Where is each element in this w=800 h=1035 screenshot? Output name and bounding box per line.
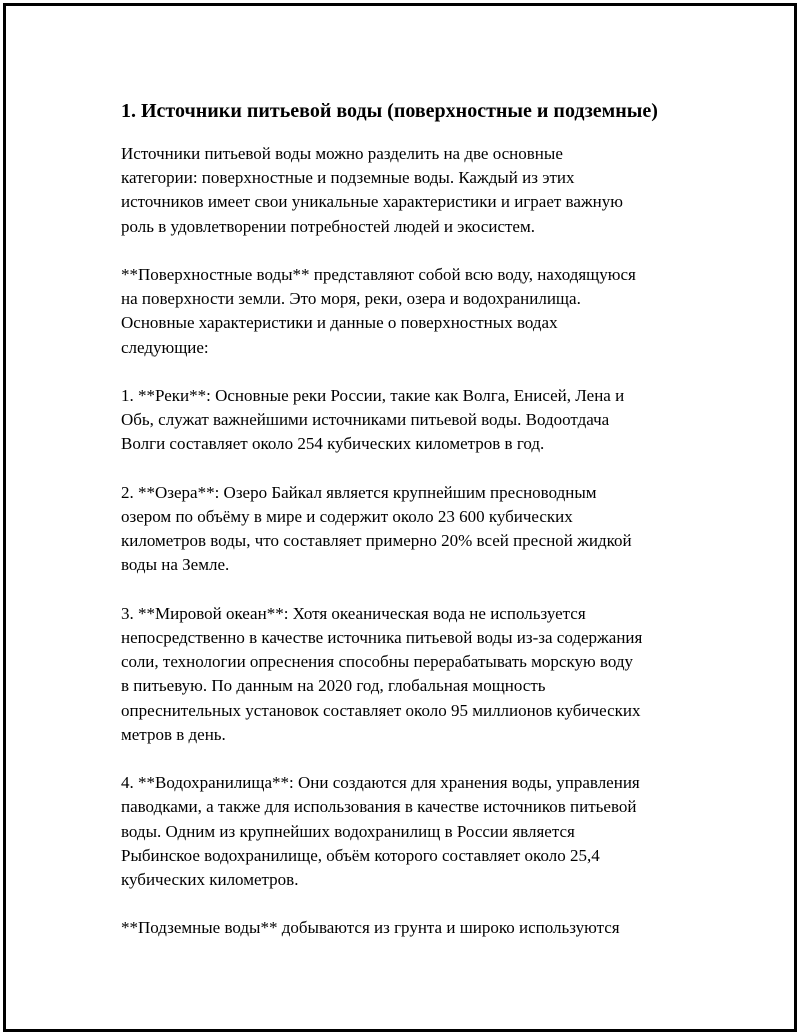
text-line: 2. **Озера**: Озеро Байкал является крупнейшим пресноводным bbox=[121, 482, 597, 502]
text-line: опреснительных установок составляет около 95 миллионов кубических bbox=[121, 700, 641, 720]
paragraph-groundwater bbox=[121, 916, 696, 940]
paragraph-reservoirs bbox=[121, 771, 696, 892]
text-line: источников имеет свои уникальные характеристики и играет важную bbox=[121, 192, 623, 212]
text-line: 3. **Мировой океан**: Хотя океаническая вода не используется bbox=[121, 603, 586, 623]
text-line: озером по объёму в мире и содержит около 23 600 кубических bbox=[121, 507, 573, 526]
text-line: Основные характеристики и данные о поверхностных водах bbox=[121, 313, 558, 333]
paragraph-intro bbox=[121, 142, 696, 239]
paragraph-lakes bbox=[121, 481, 696, 578]
text-line: непосредственно в качестве источника питьевой воды из-за содержания bbox=[121, 628, 643, 647]
text-line: километров воды, что составляет примерно 20% всей пресной жидкой bbox=[121, 531, 632, 551]
page-frame bbox=[3, 3, 797, 1032]
text-line: метров в день. bbox=[121, 724, 226, 744]
text-line: Обь, служат важнейшими источниками питьевой воды. Водоотдача bbox=[121, 410, 610, 430]
text-line: следующие: bbox=[121, 337, 209, 357]
text-line: воды на Земле. bbox=[121, 555, 230, 575]
paragraph-ocean bbox=[121, 602, 696, 747]
text-line: в питьевую. По данным на 2020 год, глобальная мощность bbox=[121, 676, 546, 696]
paragraph-rivers bbox=[121, 384, 696, 457]
text-line: на поверхности земли. Это моря, реки, озера и водохранилища. bbox=[121, 289, 581, 309]
section-heading: 1. Источники питьевой воды (поверхностные и подземные) bbox=[121, 100, 658, 122]
text-line: Рыбинское водохранилище, объём которого составляет около 25,4 bbox=[121, 845, 600, 865]
text-line: 1. **Реки**: Основные реки России, такие как Волга, Енисей, Лена и bbox=[121, 386, 625, 405]
text-line: Источники питьевой воды можно разделить на две основные bbox=[121, 144, 563, 163]
paragraph-surface-water bbox=[121, 263, 696, 360]
document-body bbox=[121, 98, 696, 965]
text-line: кубических километров. bbox=[121, 870, 299, 890]
text-line: паводками, а также для использования в качестве источников питьевой bbox=[121, 797, 637, 817]
text-line: Волги составляет около 254 кубических километров в год. bbox=[121, 434, 545, 454]
text-line: воды. Одним из крупнейших водохранилищ в России является bbox=[121, 821, 575, 841]
text-line: соли, технологии опреснения способны перерабатывать морскую воду bbox=[121, 652, 634, 672]
text-line: роль в удовлетворении потребностей людей и экосистем. bbox=[121, 216, 535, 236]
text-line: 4. **Водохранилища**: Они создаются для хранения воды, управления bbox=[121, 773, 640, 793]
text-line: **Подземные воды** добываются из грунта и широко используются bbox=[121, 918, 620, 938]
text-line: категории: поверхностные и подземные воды. Каждый из этих bbox=[121, 168, 575, 188]
text-line: **Поверхностные воды** представляют собой всю воду, находящуюся bbox=[121, 265, 636, 284]
